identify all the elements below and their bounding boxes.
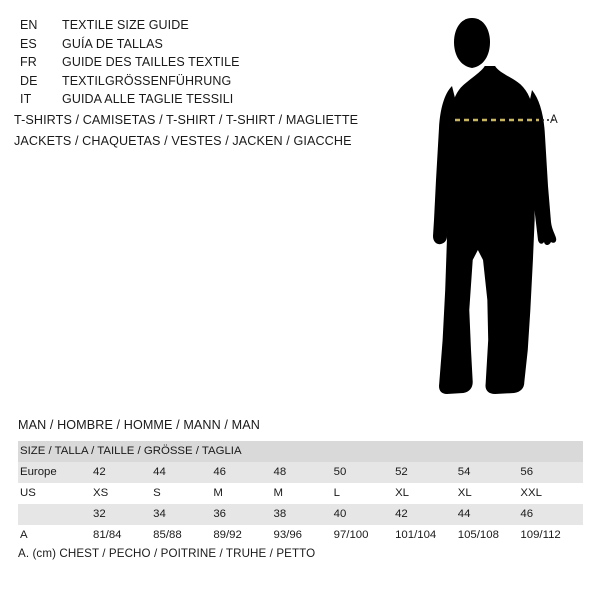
table-row bbox=[18, 504, 583, 525]
row-cell: 105/108 bbox=[458, 525, 521, 546]
row-cell: 81/84 bbox=[93, 525, 153, 546]
row-cell: 46 bbox=[520, 504, 583, 525]
language-row bbox=[20, 35, 380, 54]
language-row bbox=[20, 72, 380, 91]
row-cell: 38 bbox=[273, 504, 333, 525]
table-header-label: SIZE / TALLA / TAILLE / GRÖSSE / TAGLIA bbox=[18, 441, 583, 462]
category-tshirts: T-SHIRTS / CAMISETAS / T-SHIRT / T-SHIRT / MAGLIETTE bbox=[14, 113, 359, 127]
table-row bbox=[18, 483, 583, 504]
category-jackets: JACKETS / CHAQUETAS / VESTES / JACKEN / GIACCHE bbox=[14, 134, 352, 148]
row-cell: 44 bbox=[153, 462, 213, 483]
row-cell: 97/100 bbox=[334, 525, 395, 546]
language-guide-block bbox=[20, 16, 380, 109]
row-label: Europe bbox=[18, 462, 93, 483]
footnote-chest-measure: A. (cm) CHEST / PECHO / POITRINE / TRUHE / PETTO bbox=[18, 547, 316, 560]
row-cell: 54 bbox=[458, 462, 521, 483]
figure-illustration bbox=[400, 10, 600, 410]
table-row bbox=[18, 525, 583, 546]
row-cell: XL bbox=[458, 483, 521, 504]
language-code: IT bbox=[20, 92, 32, 107]
row-cell: 34 bbox=[153, 504, 213, 525]
row-cell: 56 bbox=[520, 462, 583, 483]
row-cell: L bbox=[334, 483, 395, 504]
row-cell: 101/104 bbox=[395, 525, 458, 546]
language-text: TEXTILGRÖSSENFÜHRUNG bbox=[62, 73, 232, 88]
row-cell: 44 bbox=[458, 504, 521, 525]
language-code: DE bbox=[20, 73, 38, 88]
row-cell: 42 bbox=[395, 504, 458, 525]
category-block bbox=[14, 110, 394, 152]
measure-marker-label: A bbox=[550, 114, 558, 126]
row-cell: M bbox=[213, 483, 273, 504]
row-label: US bbox=[18, 483, 93, 504]
language-code: FR bbox=[20, 55, 37, 70]
table-header-row bbox=[18, 441, 583, 462]
size-table bbox=[18, 441, 583, 546]
language-code: EN bbox=[20, 18, 38, 32]
language-text: GUIDE DES TAILLES TEXTILE bbox=[62, 55, 240, 70]
row-cell: 48 bbox=[273, 462, 333, 483]
table-row bbox=[18, 462, 583, 483]
language-row bbox=[20, 90, 380, 109]
row-cell: 52 bbox=[395, 462, 458, 483]
row-cell: XXL bbox=[520, 483, 583, 504]
row-cell: 89/92 bbox=[213, 525, 273, 546]
row-cell: 32 bbox=[93, 504, 153, 525]
language-text: GUIDA ALLE TAGLIE TESSILI bbox=[62, 92, 234, 107]
section-title-man: MAN / HOMBRE / HOMME / MANN / MAN bbox=[18, 418, 260, 432]
row-label bbox=[18, 504, 93, 525]
row-cell: 36 bbox=[213, 504, 273, 525]
row-cell: 50 bbox=[334, 462, 395, 483]
row-cell: S bbox=[153, 483, 213, 504]
row-label: A bbox=[18, 525, 93, 546]
row-cell: 42 bbox=[93, 462, 153, 483]
row-cell: XS bbox=[93, 483, 153, 504]
language-text: TEXTILE SIZE GUIDE bbox=[62, 18, 189, 32]
language-code: ES bbox=[20, 36, 37, 51]
language-text: GUÍA DE TALLAS bbox=[62, 36, 163, 51]
man-silhouette-icon bbox=[400, 10, 600, 410]
row-cell: XL bbox=[395, 483, 458, 504]
row-cell: 109/112 bbox=[520, 525, 583, 546]
row-cell: 46 bbox=[213, 462, 273, 483]
row-cell: 40 bbox=[334, 504, 395, 525]
row-cell: 93/96 bbox=[273, 525, 333, 546]
language-row bbox=[20, 16, 380, 35]
row-cell: 85/88 bbox=[153, 525, 213, 546]
row-cell: M bbox=[273, 483, 333, 504]
language-row bbox=[20, 53, 380, 72]
